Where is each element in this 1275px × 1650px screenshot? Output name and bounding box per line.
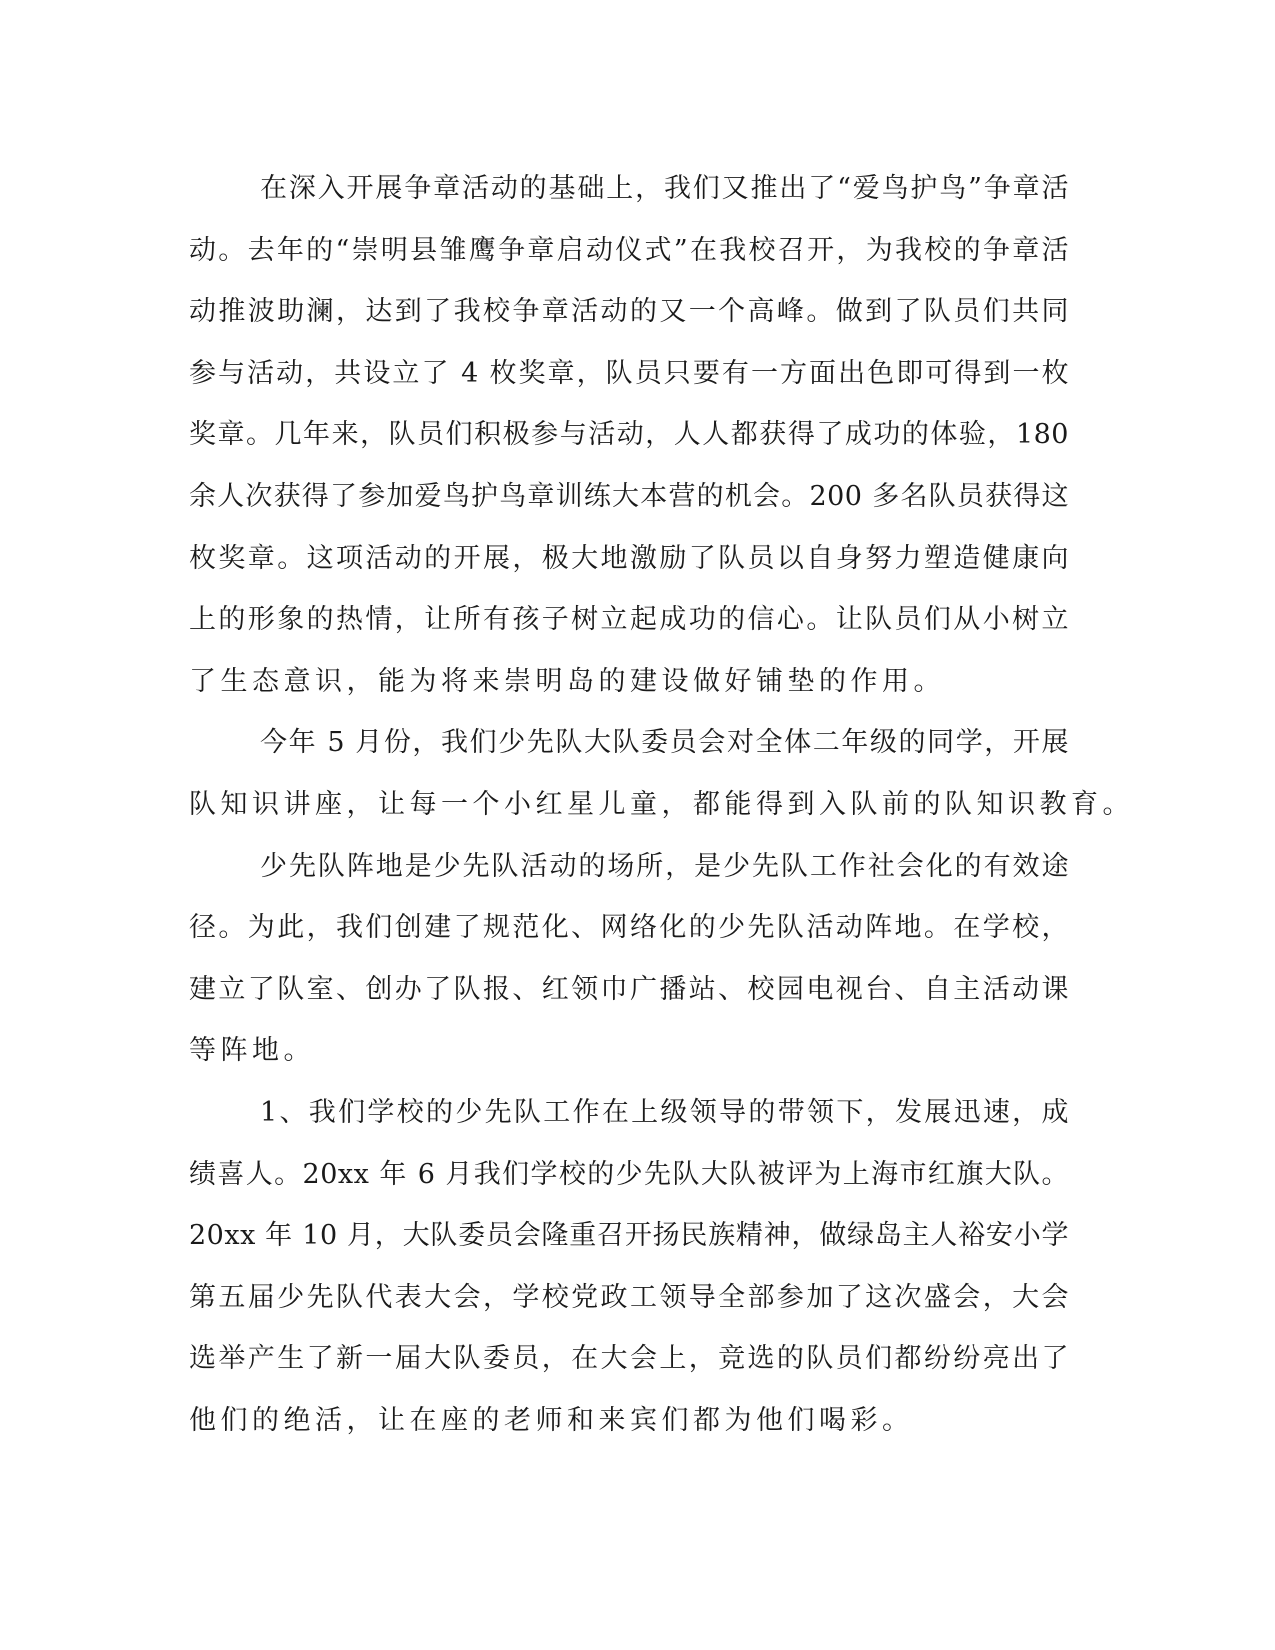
text-line: 20xx 年 10 月，大队委员会隆重召开扬民族精神，做绿岛主人裕安小学 [189, 1220, 1069, 1252]
text-line: 今年 5 月份，我们少先队大队委员会对全体二年级的同学，开展 [260, 727, 1069, 759]
text-line: 队知识讲座，让每一个小红星儿童，都能得到入队前的队知识教育。 [189, 788, 1134, 820]
text-line: 余人次获得了参加爱鸟护鸟章训练大本营的机会。200 多名队员获得这 [189, 480, 1069, 512]
text-line: 建立了队室、创办了队报、红领巾广播站、校园电视台、自主活动课 [189, 973, 1069, 1005]
paragraph-2 [189, 712, 1134, 835]
text-line: 径。为此，我们创建了规范化、网络化的少先队活动阵地。在学校， [189, 912, 1069, 944]
text-line: 参与活动，共设立了 4 枚奖章，队员只要有一方面出色即可得到一枚 [189, 357, 1069, 389]
text-line: 上的形象的热情，让所有孩子树立起成功的信心。让队员们从小树立 [189, 604, 1069, 636]
text-line: 第五届少先队代表大会，学校党政工领导全部参加了这次盛会，大会 [189, 1281, 1069, 1313]
text-line: 动。去年的“崇明县雏鹰争章启动仪式”在我校召开，为我校的争章活 [189, 234, 1069, 266]
document-body [189, 158, 1134, 1451]
text-line: 了生态意识，能为将来崇明岛的建设做好铺垫的作用。 [189, 665, 945, 697]
text-line: 等阵地。 [189, 1035, 315, 1067]
paragraph-3 [189, 836, 1069, 1082]
text-line: 奖章。几年来，队员们积极参与活动，人人都获得了成功的体验，180 [189, 419, 1069, 451]
paragraph-1 [189, 158, 1069, 712]
text-line: 枚奖章。这项活动的开展，极大地激励了队员以自身努力塑造健康向 [189, 542, 1069, 574]
paragraph-4 [189, 1082, 1069, 1452]
text-line: 1、我们学校的少先队工作在上级领导的带领下，发展迅速，成 [260, 1096, 1069, 1128]
text-line: 他们的绝活，让在座的老师和来宾们都为他们喝彩。 [189, 1404, 914, 1436]
text-line: 选举产生了新一届大队委员，在大会上，竞选的队员们都纷纷亮出了 [189, 1343, 1069, 1375]
text-line: 绩喜人。20xx 年 6 月我们学校的少先队大队被评为上海市红旗大队。 [189, 1158, 1069, 1190]
text-line: 少先队阵地是少先队活动的场所，是少先队工作社会化的有效途 [260, 850, 1069, 882]
text-line: 动推波助澜，达到了我校争章活动的又一个高峰。做到了队员们共同 [189, 296, 1069, 328]
text-line: 在深入开展争章活动的基础上，我们又推出了“爱鸟护鸟”争章活 [260, 173, 1069, 204]
